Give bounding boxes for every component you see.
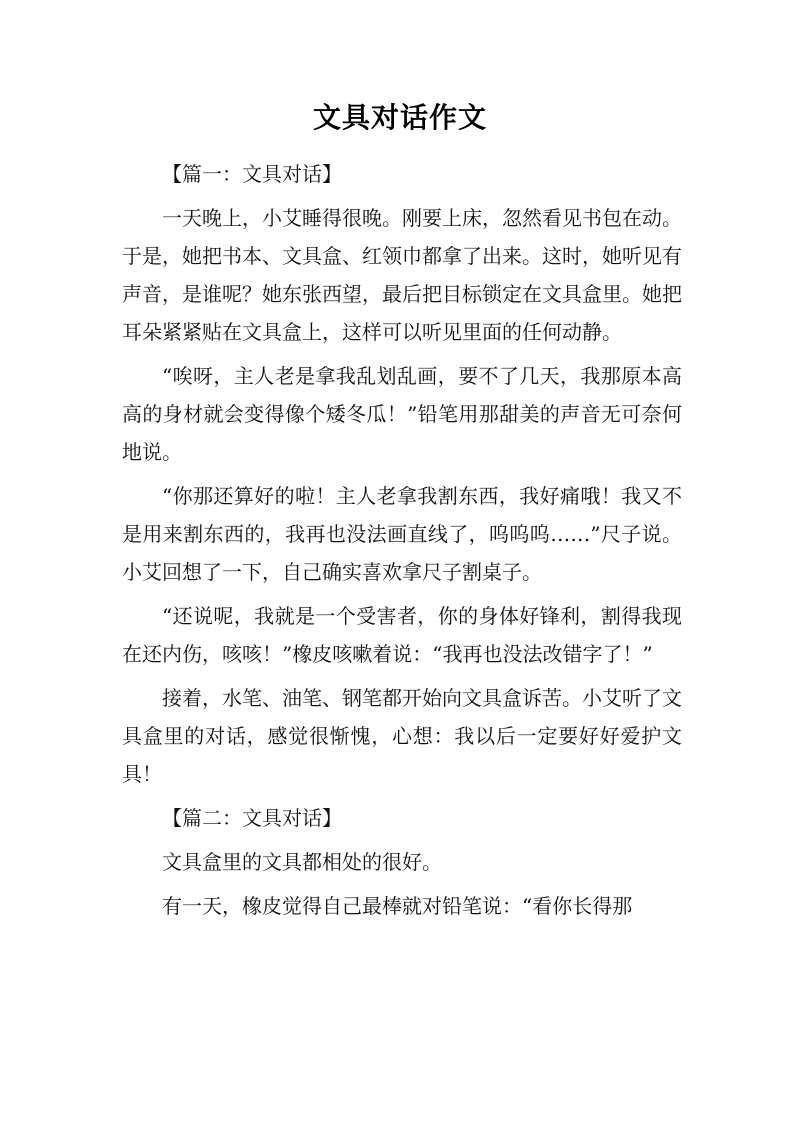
paragraph: 一天晚上，小艾睡得很晚。刚要上床，忽然看见书包在动。于是，她把书本、文具盒、红领巾都拿了出来。这时，她听见有声音，是谁呢？她东张西望，最后把目标锁定在文具盒里。她把耳朵紧紧贴在文具盒上，这样可以听见里面的任何动静。 [122, 206, 682, 344]
paragraph: 接着，水笔、油笔、钢笔都开始向文具盒诉苦。小艾听了文具盒里的对话，感觉很惭愧，心想：我以后一定要好好爱护文具！ [122, 686, 682, 786]
page-title: 文具对话作文 [312, 101, 487, 134]
section-heading-1: 【篇一：文具对话】 [162, 162, 342, 186]
paragraph: 文具盒里的文具都相处的很好。 [162, 850, 442, 874]
document-body [122, 155, 682, 931]
paragraph: “唉呀，主人老是拿我乱划乱画，要不了几天，我那原本高高的身材就会变得像个矮冬瓜！”铅笔用那甜美的声音无可奈何地说。 [122, 364, 682, 464]
section-heading-2: 【篇二：文具对话】 [162, 806, 342, 830]
paragraph: “还说呢，我就是一个受害者，你的身体好锋利，割得我现在还内伤，咳咳！”橡皮咳嗽着说：“我再也没法改错字了！” [122, 604, 682, 666]
paragraph: “你那还算好的啦！主人老拿我割东西，我好痛哦！我又不是用来割东西的，我再也没法画直线了，呜呜呜……”尺子说。小艾回想了一下，自己确实喜欢拿尺子割桌子。 [122, 484, 682, 584]
paragraph: 有一天，橡皮觉得自己最棒就对铅笔说：“看你长得那 [162, 894, 633, 918]
